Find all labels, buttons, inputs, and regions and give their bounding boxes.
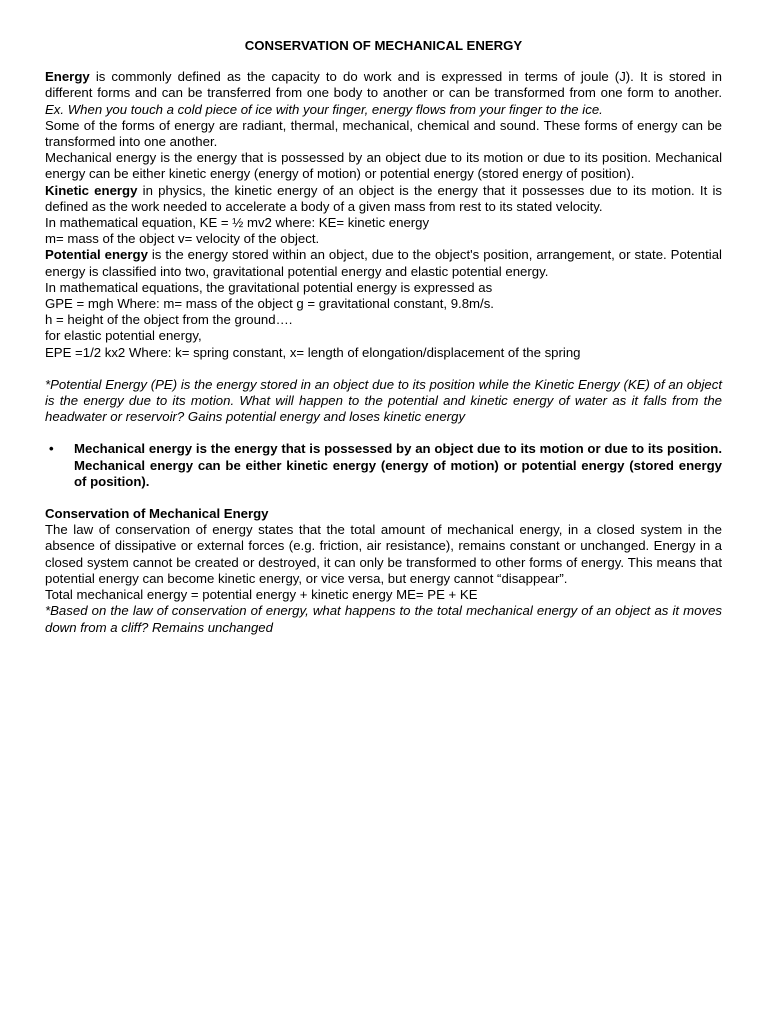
term-potential-energy: Potential energy <box>45 247 148 263</box>
total-mechanical-energy-equation: Total mechanical energy = potential energy + kinetic energy ME= PE + KE <box>45 587 478 603</box>
section-title-conservation: Conservation of Mechanical Energy <box>45 506 269 522</box>
paragraph-kinetic-energy <box>45 183 722 215</box>
gpe-intro: In mathematical equations, the gravitational potential energy is expressed as <box>45 279 493 295</box>
paragraph-energy-definition <box>45 69 722 118</box>
paragraph-forms-of-energy: Some of the forms of energy are radiant, thermal, mechanical, chemical and sound. These forms of energy can be transformed into one another. <box>45 117 722 150</box>
paragraph-conservation-law: The law of conservation of energy states that the total amount of mechanical energy, in a closed system in the absence of dissipative or external forces (e.g. friction, air resistance), remains constant or unchanged. Energy in a closed system cannot be created or destroyed, it can only be transformed to other forms of energy. This means that potential energy can become kinetic energy, or vice versa, but energy cannot “disappear”. <box>45 522 722 586</box>
paragraph-potential-energy <box>45 247 722 279</box>
paragraph-mechanical-energy: Mechanical energy is the energy that is possessed by an object due to its motion or due to its position. Mechanical energy can be either kinetic energy (energy of motion) or potential energy (stored energy of position). <box>45 150 722 182</box>
page-title: CONSERVATION OF MECHANICAL ENERGY <box>244 38 523 53</box>
epe-equation: EPE =1/2 kx2 Where: k= spring constant, x= length of elongation/displacement of the spring <box>45 344 581 360</box>
energy-definition-text: is commonly defined as the capacity to do work and is expressed in terms of joule (J). It is stored in different forms and can be transferred from one body to another or can be transformed from one form to another. <box>45 69 722 101</box>
potential-energy-text: is the energy stored within an object, due to the object's position, arrangement, or state. Potential energy is classified into two, gravitational potential energy and elastic potential energy. <box>45 247 722 279</box>
epe-intro: for elastic potential energy, <box>45 328 202 344</box>
bullet-text: Mechanical energy is the energy that is possessed by an object due to its motion or due to its position. Mechanical energy can be either kinetic energy (energy of motion) or potential energy (stored energy of position). <box>74 441 722 489</box>
document-page <box>45 38 722 636</box>
term-energy: Energy <box>45 69 90 85</box>
gpe-height: h = height of the object from the ground…. <box>45 312 293 328</box>
kinetic-energy-text: in physics, the kinetic energy of an object is the energy that it possesses due to its motion. It is defined as the work needed to accelerate a body of a given mass from rest to its stated velocity. <box>45 182 722 214</box>
kinetic-energy-equation: In mathematical equation, KE = ½ mv2 where: KE= kinetic energy <box>45 215 430 231</box>
bullet-item-mechanical-energy <box>45 441 722 490</box>
bullet-icon: • <box>49 441 54 457</box>
question-cliff: *Based on the law of conservation of energy, what happens to the total mechanical energy of an object as it moves down from a cliff? Remains unchanged <box>45 603 722 635</box>
spacer <box>45 490 722 506</box>
question-water-falls: *Potential Energy (PE) is the energy stored in an object due to its position while the Kinetic Energy (KE) of an object is the energy due to its motion. What will happen to the potential and kinetic energy of water as it falls from the headwater or reservoir? Gains potential energy and loses kinetic energy <box>45 376 722 425</box>
energy-example: Ex. When you touch a cold piece of ice with your finger, energy flows from your finger to the ice. <box>45 101 603 117</box>
gpe-equation: GPE = mgh Where: m= mass of the object g = gravitational constant, 9.8m/s. <box>45 296 494 312</box>
term-kinetic-energy: Kinetic energy <box>45 182 138 198</box>
bullet-list <box>45 441 722 490</box>
kinetic-energy-variables: m= mass of the object v= velocity of the object. <box>45 231 320 247</box>
spacer <box>45 425 722 441</box>
spacer <box>45 361 722 377</box>
